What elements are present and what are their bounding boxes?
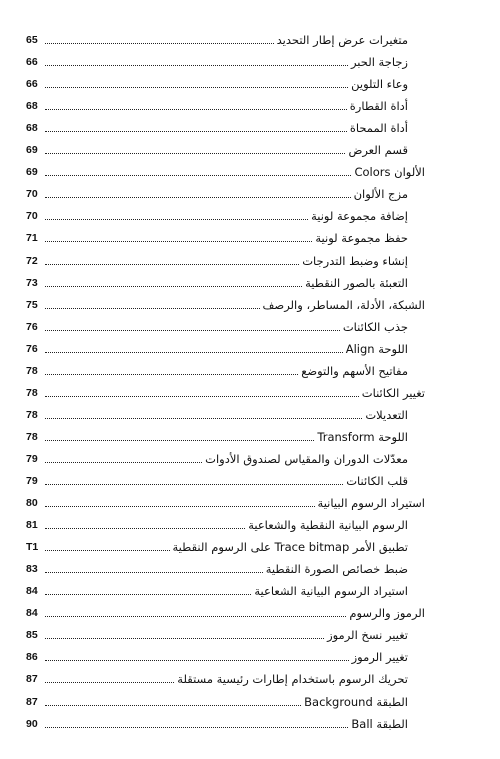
toc-entry (26, 313, 408, 335)
toc-entry (26, 180, 408, 202)
toc-entry (26, 114, 408, 136)
dot-leader (45, 218, 308, 220)
toc-entry (26, 357, 408, 379)
toc-entry (26, 26, 408, 48)
dot-leader (45, 483, 343, 485)
toc-entry-page: 68 (26, 122, 38, 135)
toc-entry-page: 83 (26, 563, 38, 576)
toc-entry-page: 66 (26, 78, 38, 91)
toc-entry-title: قسم العرض (348, 143, 408, 158)
dot-leader (45, 307, 260, 309)
toc-entry-title: التعديلات (365, 407, 408, 422)
toc-entry (26, 423, 408, 445)
toc-entry-title: زجاجة الحبر (350, 55, 408, 70)
toc-entry-title: قلب الكائنات (346, 474, 408, 488)
toc-entry-title: التعبئة بالصور النقطية (305, 275, 408, 290)
toc-entry (26, 291, 425, 313)
dot-leader (45, 130, 347, 132)
toc-entry-page: 85 (26, 629, 38, 642)
dot-leader (45, 505, 315, 507)
toc-entry-title: اللوحة Transform (317, 429, 408, 444)
toc-entry-page: 75 (26, 298, 38, 311)
toc-entry-page: 73 (26, 276, 38, 289)
toc-entry (26, 489, 425, 511)
toc-entry-page: 68 (26, 100, 38, 113)
toc-entry-page: 87 (26, 695, 38, 708)
dot-leader (45, 196, 351, 198)
toc-entry-page: 78 (26, 364, 38, 377)
toc-entry-title: استيراد الرسوم البيانية (317, 496, 425, 511)
dot-leader (45, 637, 324, 639)
toc-entry-page: 81 (26, 519, 38, 532)
toc-entry-page: 66 (26, 56, 38, 69)
toc-entry (26, 202, 408, 224)
dot-leader (45, 64, 348, 66)
dot-leader (45, 417, 362, 419)
dot-leader (45, 527, 245, 529)
toc-entry (26, 379, 425, 401)
toc-entry-page: 70 (26, 188, 38, 201)
toc-entry-title: الطبقة Background (304, 694, 408, 709)
toc-entry-page: 79 (26, 475, 38, 487)
toc-entry-page: 76 (26, 342, 38, 355)
toc-entry-page: 76 (26, 320, 38, 333)
toc-entry (26, 224, 408, 246)
toc-entry-title: تحريك الرسوم باستخدام إطارات رئيسية مستقلة (177, 672, 408, 687)
toc-entry-page: 84 (26, 585, 38, 598)
toc-entry-title: ضبط خصائص الصورة النقطية (265, 562, 408, 577)
toc-entry (26, 335, 408, 357)
toc-entry-title: وعاء التلوين (351, 77, 408, 92)
toc-entry-title: استيراد الرسوم البيانية الشعاعية (254, 584, 408, 599)
toc-entry (26, 467, 408, 489)
toc-entry-page: 86 (26, 651, 38, 664)
dot-leader (45, 108, 347, 110)
toc-entry-title: إضافة مجموعة لونية (311, 209, 408, 224)
toc-entry-page: 78 (26, 386, 38, 399)
toc-entry-page: 78 (26, 408, 38, 421)
toc-entry-title: اللوحة Align (345, 341, 408, 356)
dot-leader (45, 174, 351, 176)
toc-entry-title: الرسوم البيانية النقطية والشعاعية (248, 518, 408, 533)
dot-leader (45, 681, 174, 683)
toc-entry-page: 78 (26, 430, 38, 443)
toc-entry-page: T1 (26, 541, 39, 554)
dot-leader (45, 263, 299, 265)
dot-leader (45, 461, 202, 463)
toc-entry-title: تغيير نسخ الرموز (327, 628, 408, 643)
dot-leader (45, 549, 170, 551)
toc-entry (26, 48, 408, 70)
toc-entry-page: 70 (26, 210, 38, 223)
toc-entry-title: الألوان Colors (354, 165, 425, 180)
toc-entry-title: تطبيق الأمر Trace bitmap على الرسوم النقطية (172, 540, 408, 555)
toc-entry-title: أداة الممحاة (349, 121, 408, 136)
toc-entry (26, 533, 408, 555)
dot-leader (45, 439, 314, 441)
toc-entry-page: 65 (26, 34, 38, 46)
dot-leader (45, 152, 345, 154)
toc-entry-page: 90 (26, 717, 38, 730)
toc-entry (26, 445, 408, 467)
toc-entry-title: الشبكة، الأدلة، المساطر، والرصف (262, 297, 425, 312)
toc-entry (26, 158, 425, 180)
toc-entry-page: 79 (26, 452, 38, 465)
toc-entry (26, 136, 408, 158)
toc-entry-title: إنشاء وضبط التدرجات (302, 253, 408, 268)
toc-entry-page: 69 (26, 144, 38, 157)
toc-entry (26, 247, 408, 269)
toc-entry (26, 710, 408, 732)
toc-entry-page: 87 (26, 673, 38, 686)
toc-entry (26, 599, 425, 621)
dot-leader (45, 42, 274, 44)
dot-leader (45, 726, 348, 728)
toc-entry-title: الطبقة Ball (351, 716, 408, 731)
toc-entry (26, 665, 408, 687)
toc-entry-title: أداة القطارة (349, 99, 408, 114)
toc-entry (26, 555, 408, 577)
dot-leader (45, 240, 312, 242)
toc-entry (26, 688, 408, 710)
dot-leader (45, 571, 263, 573)
dot-leader (45, 395, 359, 397)
toc-entry-title: معدّلات الدوران والمقياس لصندوق الأدوات (205, 451, 408, 466)
toc-entry-title: مزج الألوان (353, 187, 408, 202)
toc-entry (26, 401, 408, 423)
dot-leader (45, 351, 343, 353)
dot-leader (45, 704, 301, 706)
toc-entry-title: جذب الكائنات (342, 319, 408, 334)
dot-leader (45, 329, 340, 331)
dot-leader (45, 593, 251, 595)
toc-entry-page: 80 (26, 497, 38, 510)
dot-leader (45, 285, 302, 287)
dot-leader (45, 615, 346, 617)
toc-entry-title: مفاتيح الأسهم والتوضع (301, 363, 408, 378)
toc-entry (26, 621, 408, 643)
toc-entry-page: 72 (26, 254, 38, 267)
toc-entry (26, 92, 408, 114)
toc-entry-title: متغيرات عرض إطار التحديد (276, 33, 408, 47)
toc-entry (26, 577, 408, 599)
toc-entry (26, 70, 408, 92)
toc-entry-page: 69 (26, 166, 38, 179)
dot-leader (45, 86, 348, 88)
toc-entry-page: 84 (26, 607, 38, 620)
toc-entry (26, 269, 408, 291)
toc-entry-title: الرموز والرسوم (349, 606, 425, 621)
toc-entry-page: 71 (26, 232, 38, 245)
toc-entry (26, 643, 408, 665)
toc-entry-title: تغيير الكائنات (361, 385, 425, 400)
dot-leader (45, 659, 349, 661)
toc-entry-title: حفظ مجموعة لونية (315, 231, 408, 246)
toc-entry (26, 511, 408, 533)
dot-leader (45, 373, 298, 375)
toc-entry-title: تغيير الرموز (351, 650, 408, 665)
